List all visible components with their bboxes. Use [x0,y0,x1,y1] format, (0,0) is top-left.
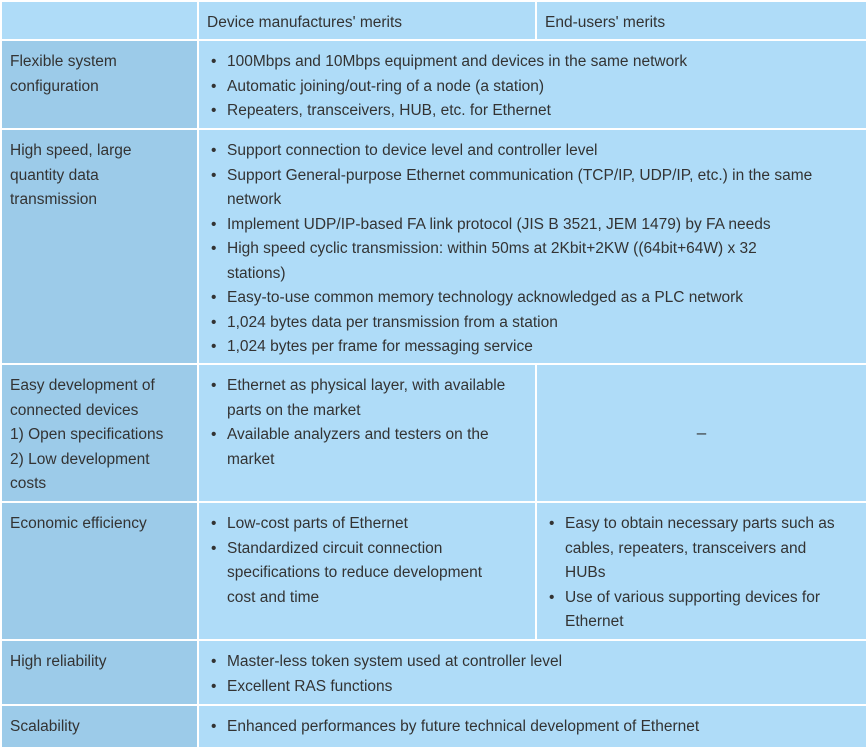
enduser-cell-easy-development [537,365,866,501]
row-header-high-speed [2,130,197,363]
list-item: • Automatic joining/out-ring of a node (a station) [227,75,858,100]
list-item: • Master-less token system used at controller level [227,650,858,675]
list-item: • Repeaters, transceivers, HUB, etc. for Ethernet [227,99,858,124]
row-header-high-reliability [2,641,197,704]
dash-placeholder: – [696,422,707,442]
row-header-flexible-system [2,41,197,128]
merit-list [207,512,507,610]
row-label-line: Scalability [10,718,80,735]
merit-list [545,512,840,635]
row-label-line: costs [10,475,47,492]
enduser-cell-economic-efficiency [537,503,866,639]
merit-list [207,374,507,472]
list-item: • 1,024 bytes data per transmission from a station [227,311,817,336]
list-item: • Easy-to-use common memory technology acknowledged as a PLC network [227,286,817,311]
row-header-scalability [2,706,197,747]
list-item: • Support connection to device level and controller level [227,139,817,164]
device-cell-economic-efficiency [199,503,535,639]
merged-cell-high-speed [199,130,866,363]
list-item: • Implement UDP/IP-based FA link protocol (JIS B 3521, JEM 1479) by FA needs [227,213,817,238]
list-item: • Ethernet as physical layer, with available parts on the market [227,374,507,423]
list-item: • Support General-purpose Ethernet communication (TCP/IP, UDP/IP, etc.) in the same network [227,164,817,213]
row-label-line: configuration [10,77,99,95]
merit-list [207,650,858,699]
list-item: • Standardized circuit connection specifications to reduce development cost and time [227,537,507,611]
row-label-line: transmission [10,191,97,208]
row-label-line: connected devices [10,401,139,419]
row-label-line: Economic efficiency [10,515,147,532]
list-item: • High speed cyclic transmission: within 50ms at 2Kbit+2KW ((64bit+64W) x 32 stations) [227,237,817,286]
list-item: • 1,024 bytes per frame for messaging service [227,335,817,360]
row-label-line: 2) Low development [10,450,150,468]
merged-cell-scalability [199,706,866,747]
list-item: • Enhanced performances by future technical development of Ethernet [227,715,858,740]
row-label-line: Flexible system [10,53,117,70]
list-item: • Excellent RAS functions [227,675,858,700]
list-item: • 100Mbps and 10Mbps equipment and devices in the same network [227,50,858,75]
row-label-line: High speed, large [10,142,132,159]
list-item: • Easy to obtain necessary parts such as cables, repeaters, transceivers and HUBs [565,512,840,586]
list-item: • Use of various supporting devices for Ethernet [565,586,840,635]
header-empty-cell [2,2,197,39]
row-label-line: Easy development of [10,377,155,394]
merit-list [207,715,858,740]
device-cell-easy-development [199,365,535,501]
merit-list [207,139,817,360]
list-item: • Low-cost parts of Ethernet [227,512,507,537]
merits-table [2,2,866,747]
merit-list [207,50,858,124]
row-label-line: 1) Open specifications [10,426,164,443]
list-item: • Available analyzers and testers on the market [227,423,507,472]
row-header-easy-development [2,365,197,501]
row-label-line: quantity data [10,166,99,184]
header-end-users: End-users' merits [537,2,866,39]
header-device-manufacturers: Device manufactures' merits [199,2,535,39]
merged-cell-high-reliability [199,641,866,704]
row-header-economic-efficiency [2,503,197,639]
merged-cell-flexible-system [199,41,866,128]
row-label-line: High reliability [10,653,107,670]
